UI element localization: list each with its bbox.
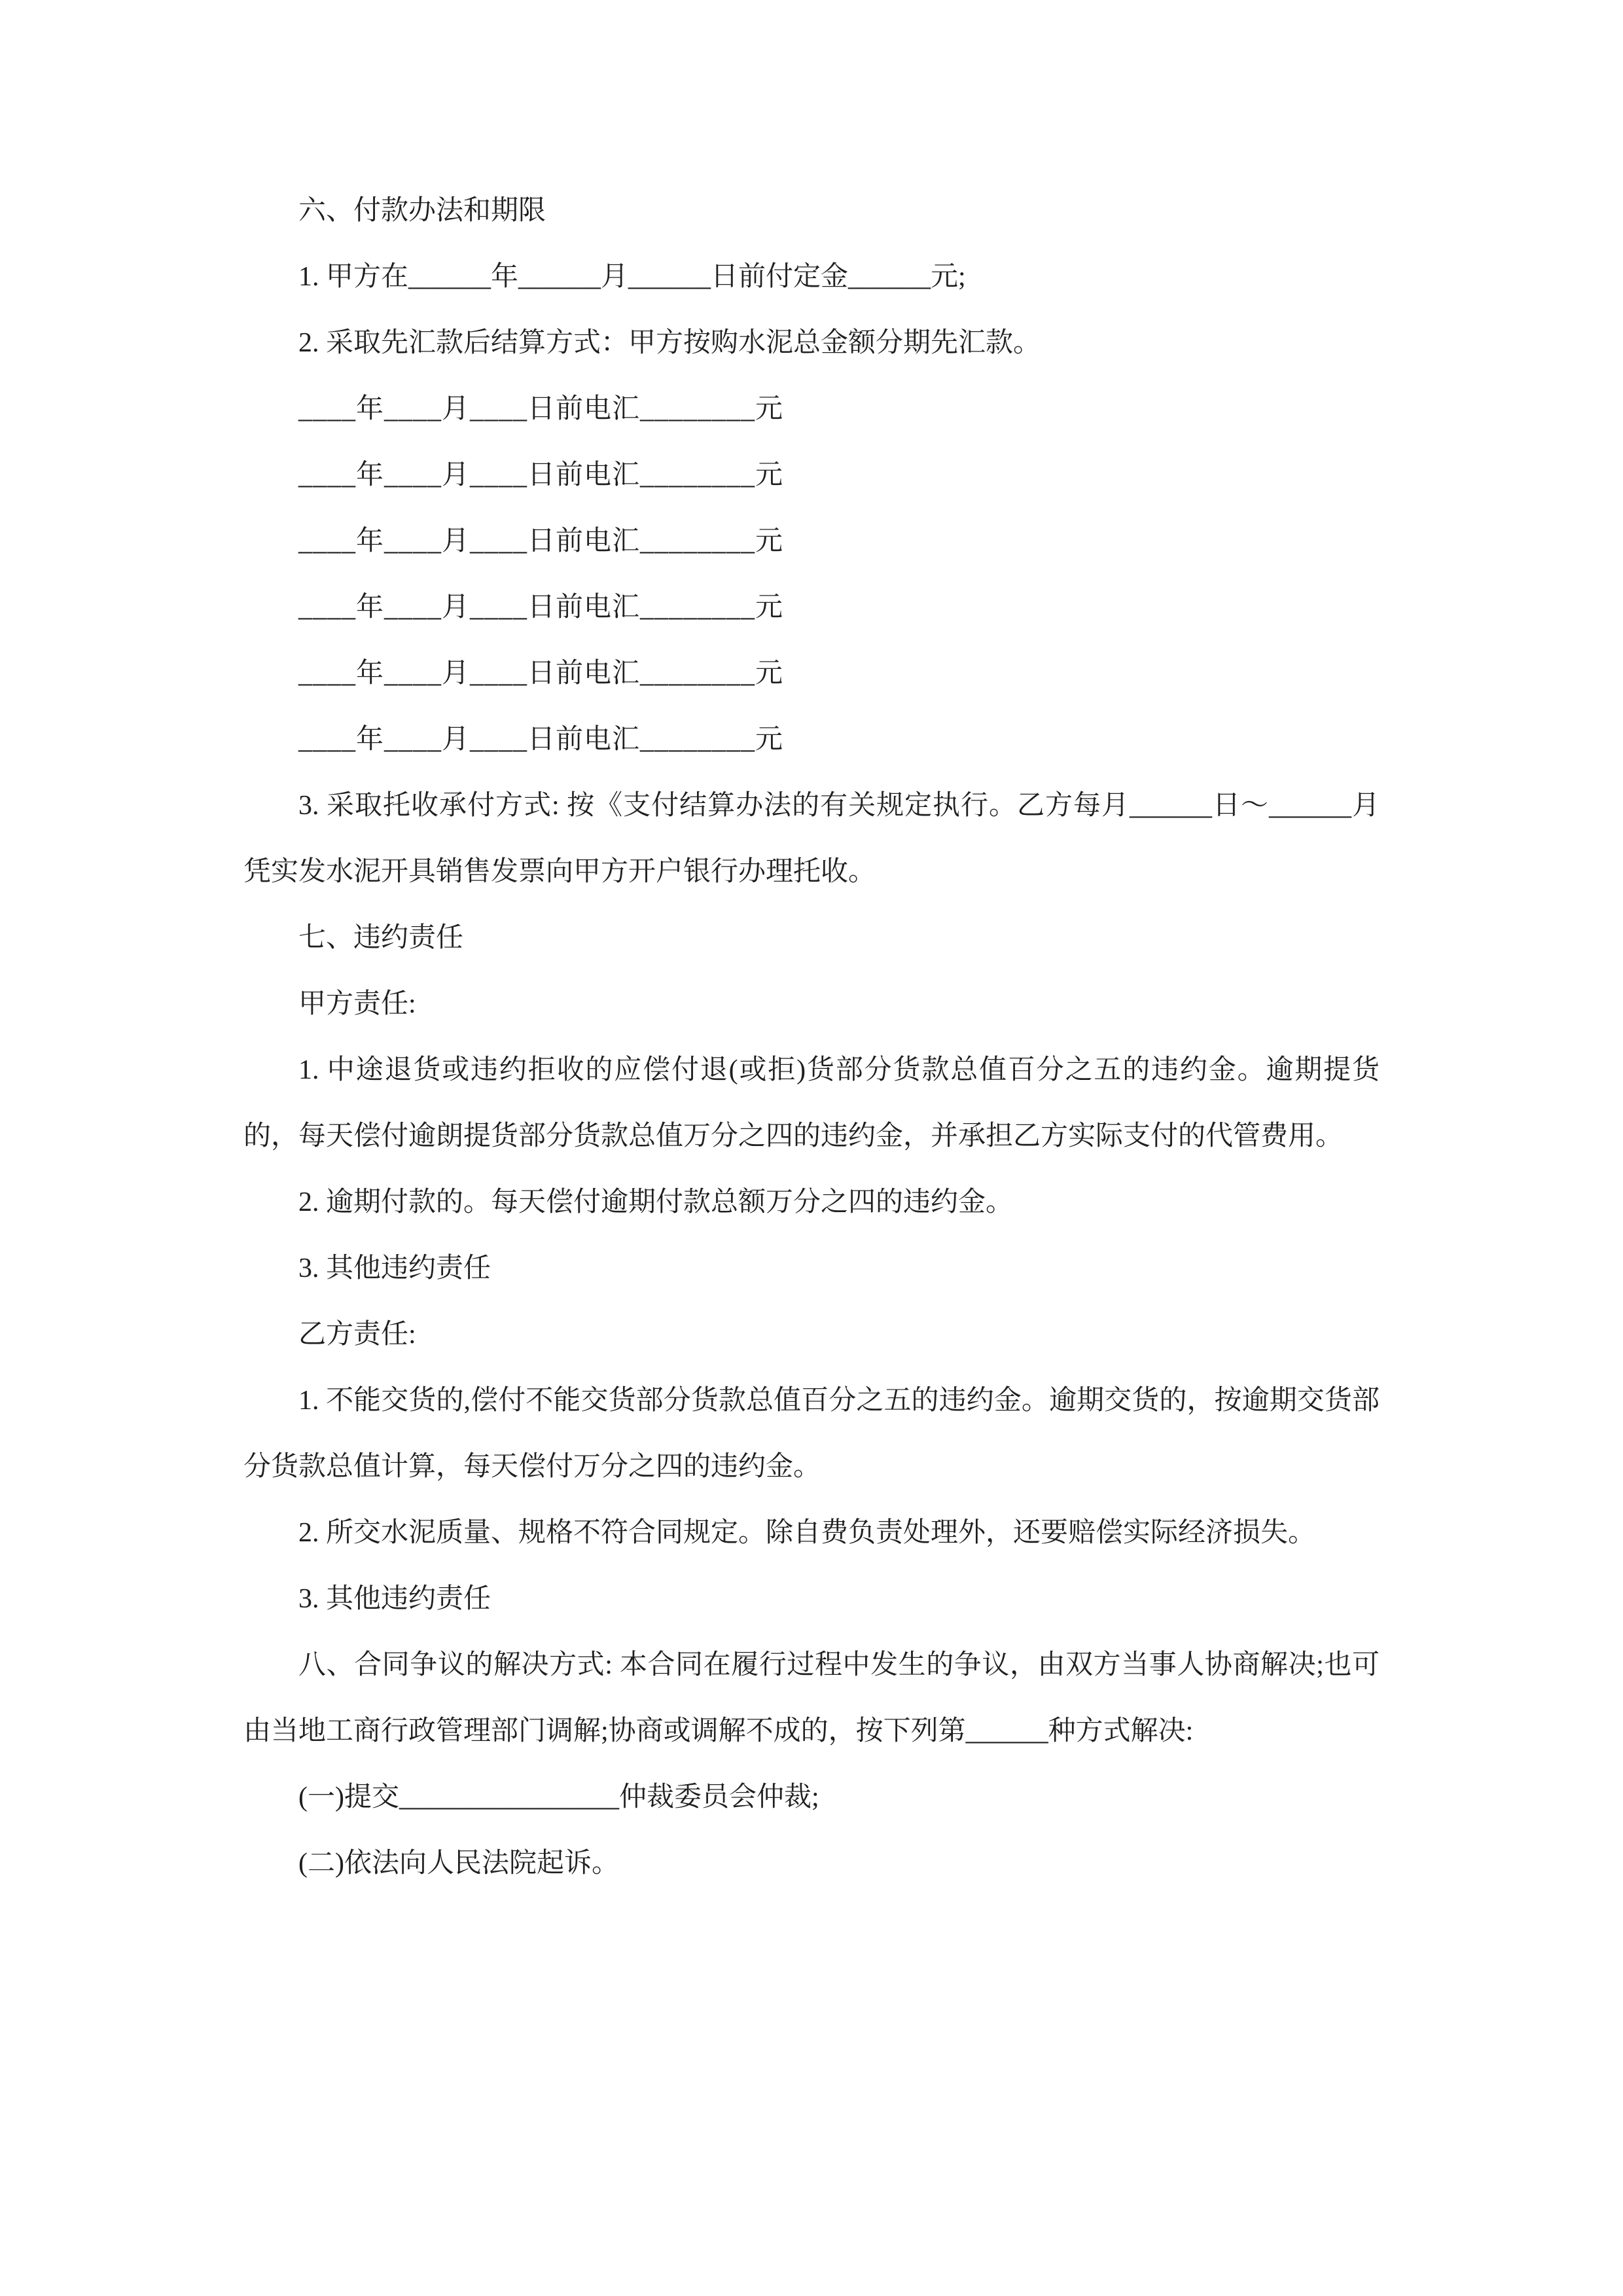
remittance-fill-row: ____年____月____日前电汇________元 [298, 394, 784, 424]
remittance-fill-row: ____年____月____日前电汇________元 [298, 725, 784, 755]
party-b-liability-item-2: 2. 所交水泥质量、规格不符合同规定。除自费负责处理外，还要赔偿实际经济损失。 [298, 1518, 1316, 1548]
section-heading-dispute: 八、合同争议的解决方式: 本合同在履行过程中发生的争议，由双方当事人协商解决;也可由当地工商行政管理部门调解;协商或调解不成的，按下列第______种方式解决: [243, 1650, 1380, 1746]
party-b-liability-label: 乙方责任: [298, 1319, 416, 1350]
paragraph-deposit: 1. 甲方在______年______月______日前付定金______元; [298, 262, 966, 292]
party-a-liability-item-3: 3. 其他违约责任 [298, 1253, 491, 1283]
dispute-option-1: (一)提交________________仲裁委员会仲裁; [298, 1782, 819, 1812]
section-heading-liability: 七、违约责任 [298, 923, 464, 953]
paragraph-remittance-method: 2. 采取先汇款后结算方式：甲方按购水泥总金额分期先汇款。 [298, 328, 1041, 358]
party-a-liability-label: 甲方责任: [298, 989, 416, 1019]
remittance-fill-row: ____年____月____日前电汇________元 [298, 592, 784, 622]
party-a-liability-item-1: 1. 中途退货或违约拒收的应偿付退(或拒)货部分货款总值百分之五的违约金。逾期提货的，每天偿付逾朗提货部分货款总值万分之四的违约金，并承担乙方实际支付的代管费用。 [243, 1055, 1380, 1151]
paragraph-collection-method: 3. 采取托收承付方式: 按《支付结算办法的有关规定执行。乙方每月______日～______月凭实发水泥开具销售发票向甲方开户银行办理托收。 [243, 791, 1380, 887]
section-heading-payment: 六、付款办法和期限 [298, 196, 546, 226]
dispute-option-2: (二)依法向人民法院起诉。 [298, 1848, 619, 1878]
contract-body [243, 178, 1380, 1897]
remittance-fill-row: ____年____月____日前电汇________元 [298, 460, 784, 490]
remittance-fill-row: ____年____月____日前电汇________元 [298, 526, 784, 556]
party-b-liability-item-1: 1. 不能交货的,偿付不能交货部分货款总值百分之五的违约金。逾期交货的，按逾期交货部分货款总值计算，每天偿付万分之四的违约金。 [243, 1386, 1380, 1482]
party-a-liability-item-2: 2. 逾期付款的。每天偿付逾期付款总额万分之四的违约金。 [298, 1187, 1014, 1217]
remittance-fill-row: ____年____月____日前电汇________元 [298, 658, 784, 689]
party-b-liability-item-3: 3. 其他违约责任 [298, 1584, 491, 1614]
